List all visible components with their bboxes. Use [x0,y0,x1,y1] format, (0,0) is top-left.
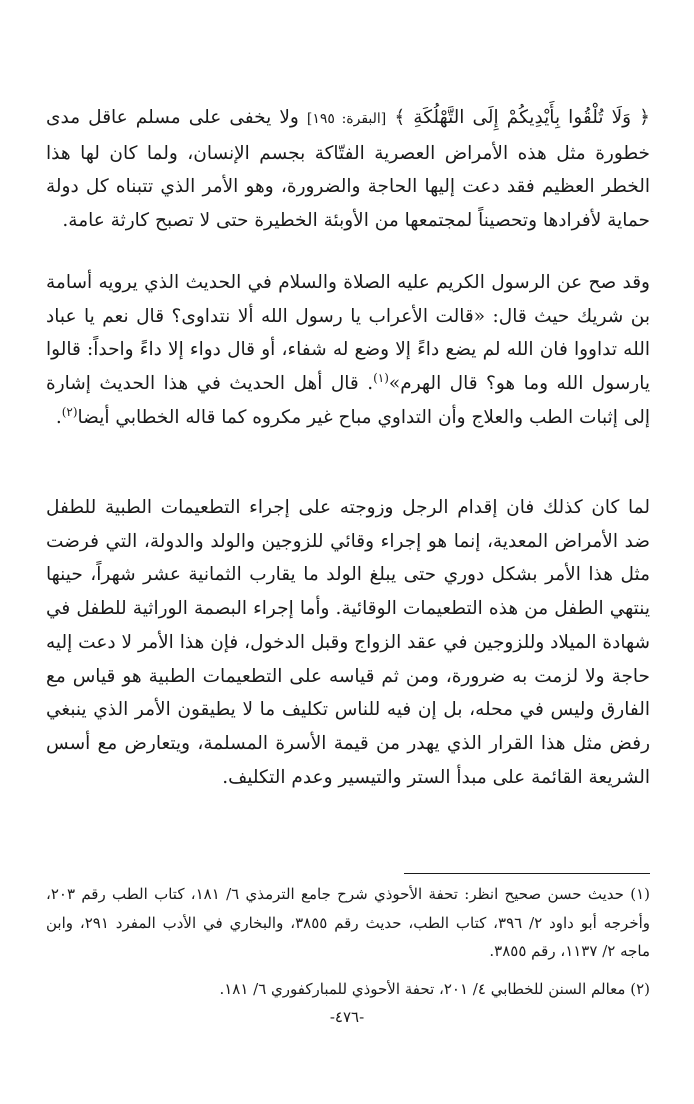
paragraph-3 [46,491,650,794]
footnote-2: (٢) معالم السنن للخطابي ٤/ ٢٠١، تحفة الأحوذي للمباركفوري ٦/ ١٨١. [219,980,650,998]
footnote-marker-1[interactable]: (١) [373,370,389,385]
footnote-1: (١) حديث حسن صحيح انظر: تحفة الأحوذي شرح جامع الترمذي ٦/ ١٨١، كتاب الطب رقم ٢٠٣، وأخرجه أبو داود ٢/ ٣٩٦، كتاب الطب، حديث رقم ٣٨٥٥، والبخاري في الأدب المفرد ٢٩١، وابن ماجه ٢/ ١١٣٧، رقم ٣٨٥٥. [46,885,650,960]
footnote-separator [404,873,650,874]
page-number: -٤٧٦- [329,1008,365,1026]
paragraph-1-text: ولا يخفى على مسلم عاقل مدى خطورة مثل هذه الأمراض العصرية الفتّاكة بجسم الإنسان، ولما كان لها هذا الخطر العظيم فقد دعت إليها الحاجة والضرورة، وهو الأمر الذي تتبناه كل دولة حماية لأفرادها وتحصيناً لمجتمعها من الأوبئة الخطيرة حتى لا تصبح كارثة عامة. [46,107,650,232]
verse-reference: [البقرة: ١٩٥] [306,111,387,127]
quran-verse: ﴿ وَلَا تُلْقُوا بِأَيْدِيكُمْ إِلَى التَّهْلُكَةِ ﴾ [394,107,650,128]
paragraph-3-text: لما كان كذلك فان إقدام الرجل وزوجته على إجراء التطعيمات الطبية للطفل ضد الأمراض المعدية، إنما هو إجراء وقائي للزوجين والولد والدولة، التي فرضت مثل هذا الأمر بشكل دوري حتى يبلغ الولد ما يقارب الثمانية عشر شهراً، حينها ينتهي الطفل من هذه التطعيمات الوقائية. وأما إجراء البصمة الوراثية للطفل في شهادة الميلاد وللزوجين في عقد الزواج وقبل الدخول، فإن هذا الأمر لا دعت إليه حاجة ولا لزمت به ضرورة، ومن ثم قياسه على التطعيمات الطبية هو قياس مع الفارق وليس في محله، بل إن فيه للناس تكليف ما لا يطيقون الأمر الذي ينبغي رفض مثل هذا القرار الذي يهدر من قيمة الأسرة المسلمة، ويتعارض مع أسس الشريعة القائمة على مبدأ الستر والتيسير وعدم التكليف. [46,497,650,788]
paragraph-2-text-a: وقد صح عن الرسول الكريم عليه الصلاة والسلام في الحديث الذي يرويه أسامة بن شريك حيث قال: «قالت الأعراب يا رسول الله ألا نتداوى؟ قال نعم يا عباد الله تداووا فان الله لم يضع داءً إلا وضع له شفاء، أو قال دواء إلا داءً واحداً: قالوا يارسول الله وما هو؟ قال الهرم» [46,272,651,395]
paragraph-2-text-b: . قال أهل الحديث في هذا الحديث إشارة إلى إثبات الطب والعلاج وأن التداوي مباح غير مكروه كما قاله الخطابي أيضا [46,373,650,428]
paragraph-1 [46,101,650,238]
footnote-marker-2[interactable]: (٢) [61,404,78,419]
paragraph-2-text-c: . [55,406,62,428]
paragraph-2 [46,266,650,435]
